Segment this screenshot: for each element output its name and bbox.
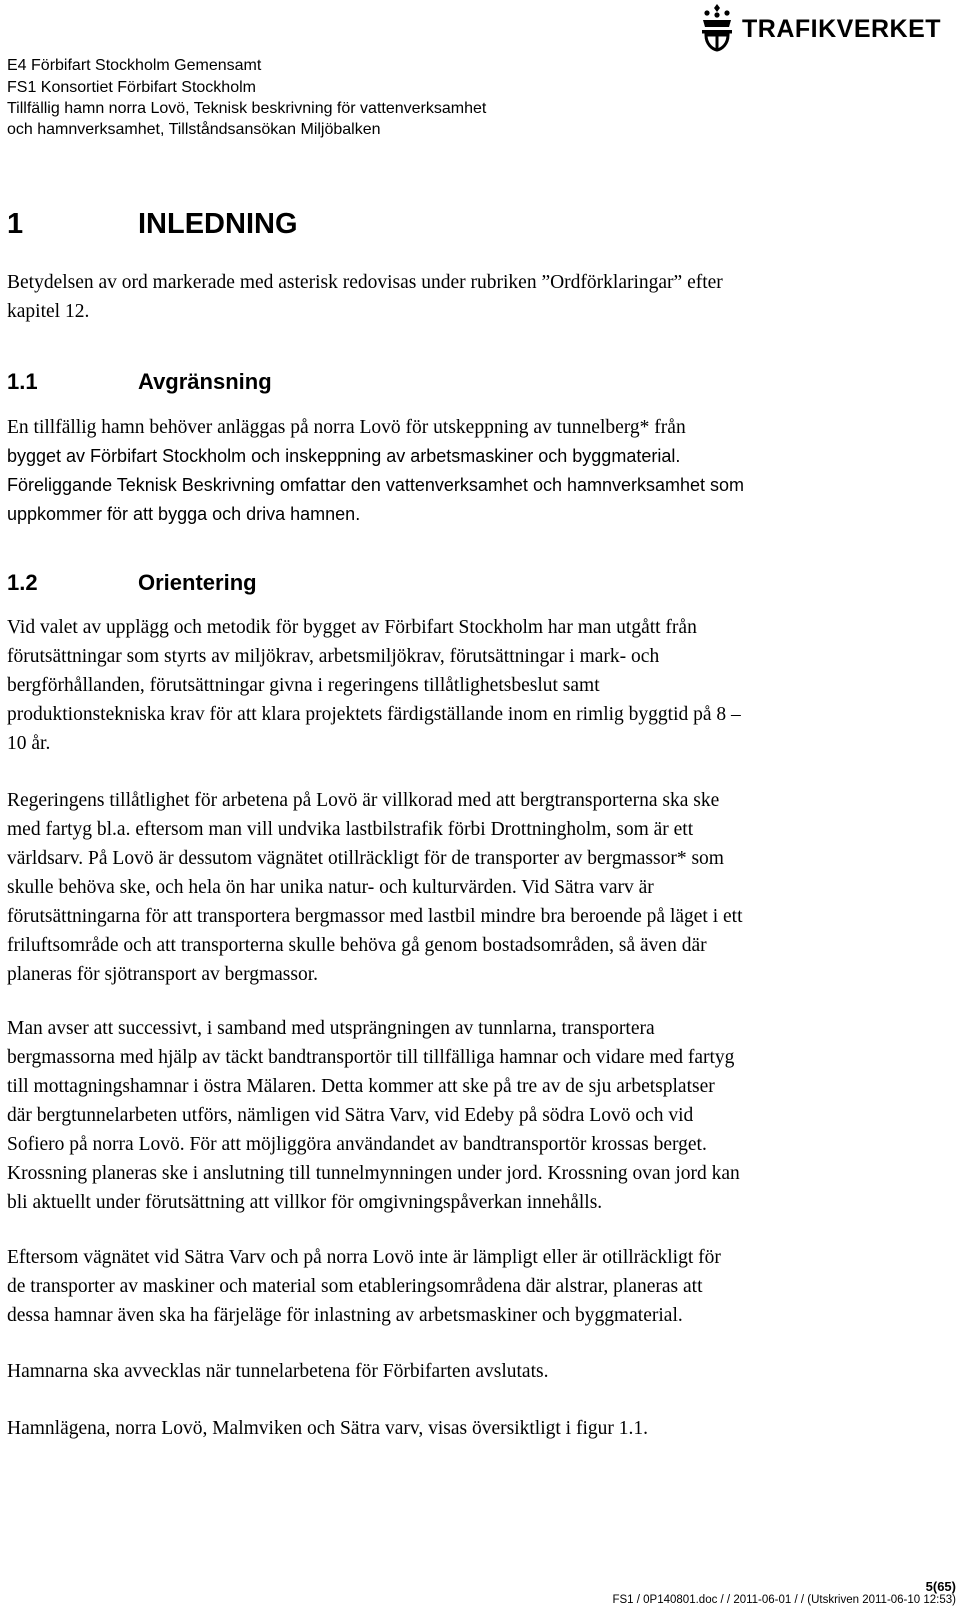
section-heading-1-1 — [7, 368, 272, 396]
text-line: planeras för sjötransport av bergmassor. — [7, 964, 319, 985]
text-line: de transporter av maskiner och material som etableringsområdena där alstrar, planeras att — [7, 1276, 703, 1297]
trafikverket-logo — [698, 2, 960, 54]
text-line: 10 år. — [7, 733, 51, 754]
paragraph-orientering-2 — [7, 786, 959, 989]
paragraph-orientering-1 — [7, 613, 959, 758]
text-line: Krossning planeras ske i anslutning till tunnelmynningen under jord. Krossning ovan jord kan — [7, 1163, 740, 1184]
text-line: friluftsområde och att transporterna skulle behöva gå genom bostadsområden, så även där — [7, 935, 707, 956]
text-line: Vid valet av upplägg och metodik för bygget av Förbifart Stockholm har man utgått från — [7, 617, 697, 638]
footer-doc-info: FS1 / 0P140801.doc / / 2011-06-01 / / (Utskriven 2011-06-10 12:53) — [612, 1594, 956, 1606]
text-line: Man avser att successivt, i samband med utsprängningen av tunnlarna, transportera — [7, 1018, 655, 1039]
text-line: dessa hamnar även ska ha färjeläge för inlastning av arbetsmaskiner och byggmaterial. — [7, 1305, 683, 1326]
paragraph-orientering-6 — [7, 1414, 959, 1443]
logo-wordmark: TRAFIKVERKET — [742, 15, 942, 43]
section-title: Avgränsning — [138, 369, 272, 394]
paragraph-intro — [7, 268, 959, 326]
text-line: Föreliggande Teknisk Beskrivning omfattar den vattenverksamhet och hamnverksamhet som — [7, 475, 745, 495]
text-line: Sofiero på norra Lovö. För att möjliggöra användandet av bandtransportör krossas berget. — [7, 1134, 707, 1155]
text-line: skulle behöva ske, och hela ön har unika natur- och kulturvärden. Vid Sätra varv är — [7, 877, 654, 898]
text-line: bli aktuellt under förutsättning att villkor för omgivningspåverkan innehålls. — [7, 1192, 603, 1213]
paragraph-orientering-5 — [7, 1357, 959, 1386]
crown-emblem-icon — [698, 2, 736, 52]
text-line: Betydelsen av ord markerade med asterisk redovisas under rubriken ”Ordförklaringar” efter — [7, 272, 723, 293]
section-title: INLEDNING — [138, 208, 298, 240]
section-number: 1.2 — [7, 570, 38, 595]
paragraph-orientering-4 — [7, 1243, 959, 1330]
section-title: Orientering — [138, 570, 257, 595]
header-line-subtitle: och hamnverksamhet, Tillståndsansökan Miljöbalken — [7, 121, 381, 138]
text-line: Hamnarna ska avvecklas när tunnelarbetena för Förbifarten avslutats. — [7, 1361, 549, 1382]
text-line: förutsättningarna för att transportera bergmassor med lastbil mindre bra beroende på läget i ett — [7, 906, 743, 927]
text-line: förutsättningar som styrts av miljökrav, arbetsmiljökrav, förutsättningar i mark- och — [7, 646, 660, 667]
text-line: Hamnlägena, norra Lovö, Malmviken och Sätra varv, visas översiktligt i figur 1.1. — [7, 1418, 648, 1439]
section-number: 1.1 — [7, 369, 38, 394]
text-line: uppkommer för att bygga och driva hamnen. — [7, 504, 361, 524]
section-heading-1-2 — [7, 569, 257, 597]
header-line-title: Tillfällig hamn norra Lovö, Teknisk beskrivning för vattenverksamhet — [7, 100, 487, 117]
text-line: världsarv. På Lovö är dessutom vägnätet otillräckligt för de transporter av bergmassor* som — [7, 848, 724, 869]
page-number: 5(65) — [925, 1579, 956, 1594]
text-line: bergförhållanden, förutsättningar givna i regeringens tillåtlighetsbeslut samt — [7, 675, 600, 696]
text-line: Regeringens tillåtlighet för arbetena på Lovö är villkorad med att bergtransporterna ska ske — [7, 790, 720, 811]
text-line: bygget av Förbifart Stockholm och inskeppning av arbetsmaskiner och byggmaterial. — [7, 446, 681, 466]
header-line-consortium: FS1 Konsortiet Förbifart Stockholm — [7, 79, 256, 96]
text-line: till mottagningshamnar i östra Mälaren. Detta kommer att ske på tre av de sju arbetsplatser — [7, 1076, 715, 1097]
text-line: med fartyg bl.a. eftersom man vill undvika lastbilstrafik förbi Drottningholm, som är ett — [7, 819, 694, 840]
text-line: produktionstekniska krav för att klara projektets färdigställande inom en rimlig byggtid på 8 – — [7, 704, 741, 725]
text-line: där bergtunnelarbeten utförs, nämligen vid Sätra Varv, vid Edeby på södra Lovö och vid — [7, 1105, 694, 1126]
header-line-project: E4 Förbifart Stockholm Gemensamt — [7, 57, 262, 74]
text-line: En tillfällig hamn behöver anläggas på norra Lovö för utskeppning av tunnelberg* från — [7, 417, 686, 438]
text-line: Eftersom vägnätet vid Sätra Varv och på norra Lovö inte är lämpligt eller är otillräckligt för — [7, 1247, 721, 1268]
section-number: 1 — [7, 208, 24, 240]
paragraph-avgransning — [7, 413, 959, 529]
text-line: kapitel 12. — [7, 301, 90, 322]
paragraph-orientering-3 — [7, 1014, 959, 1217]
section-heading-1 — [7, 206, 298, 242]
text-line: bergmassorna med hjälp av täckt bandtransportör till tillfälliga hamnar och vidare med fartyg — [7, 1047, 735, 1068]
